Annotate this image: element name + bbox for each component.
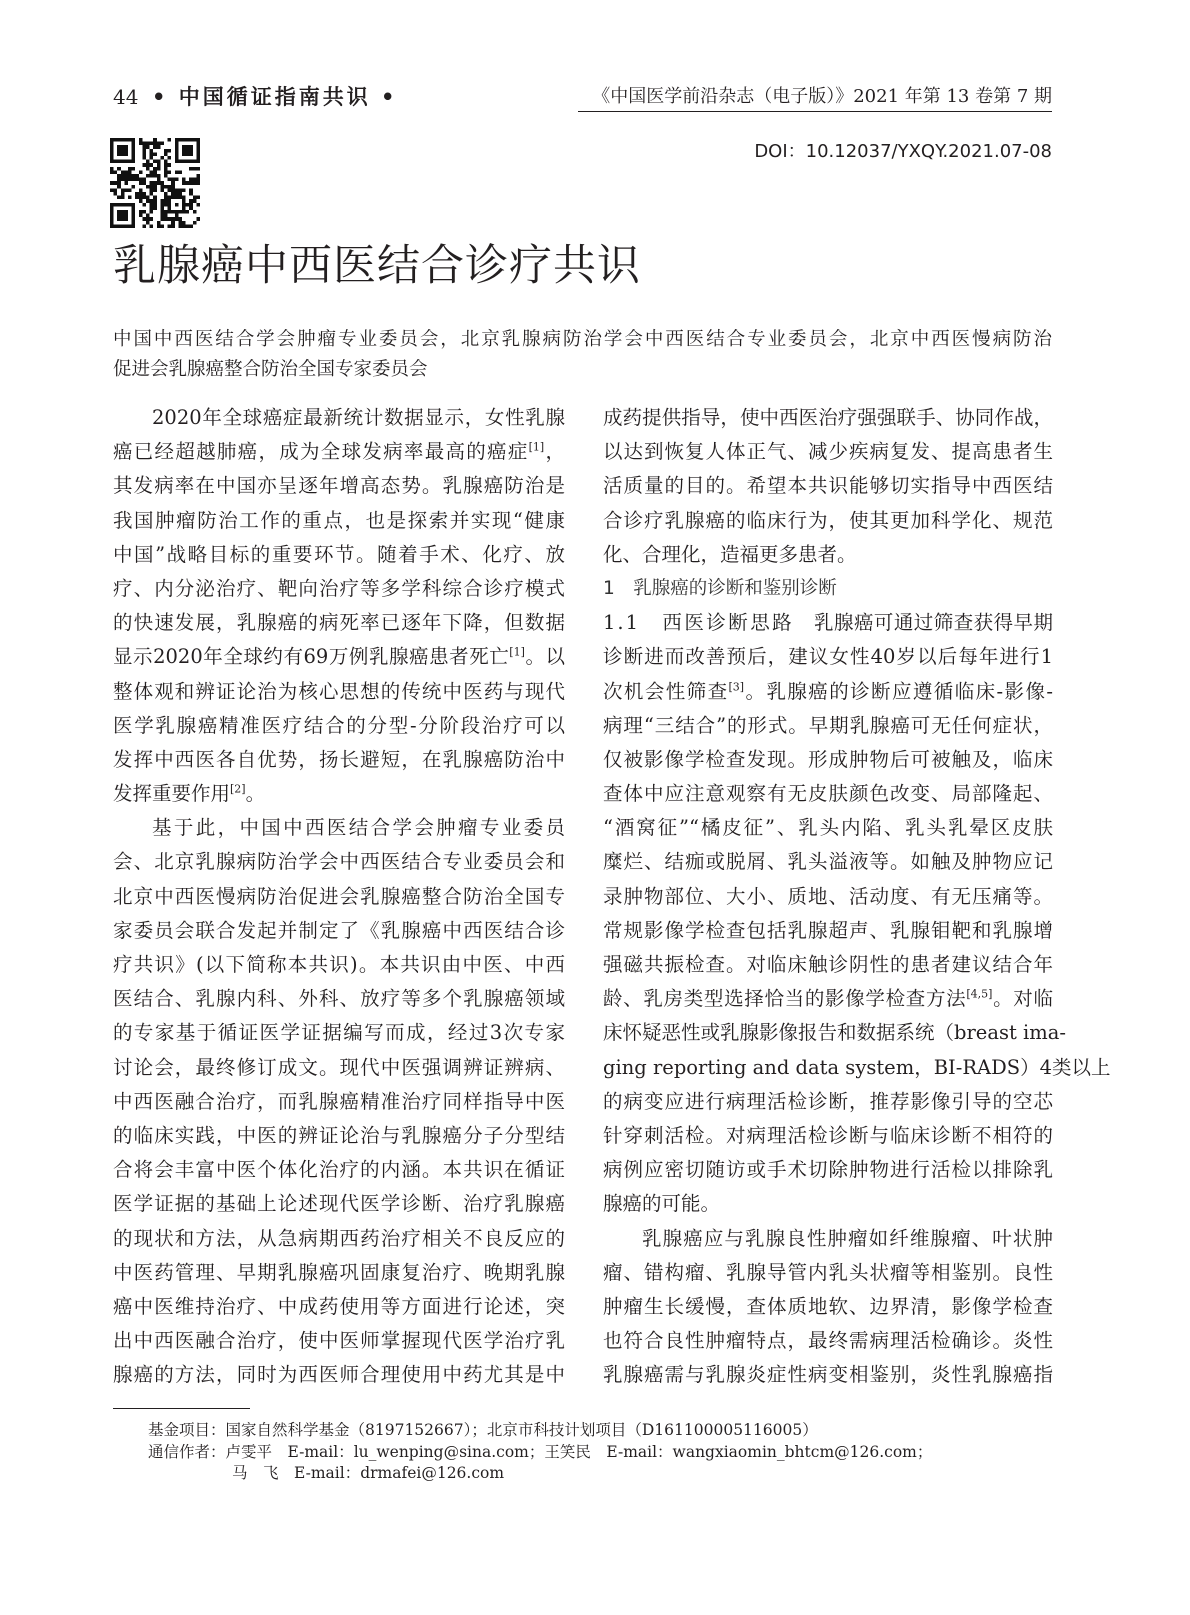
correspondence-note: 通信作者：卢雯平 E-mail：lu_wenping@sina.com；王笑民 E-mail：wangxiaomin_bhtcm@126.com；: [148, 1442, 933, 1461]
text-line: [113, 777, 565, 811]
text-line: [603, 1187, 1053, 1221]
text-run: 讨论会，最终修订成文。现代中医强调辨证辨病、: [113, 1055, 565, 1079]
text-line: [113, 640, 565, 674]
text-run: 也符合良性肿瘤特点，最终需病理活检确诊。炎性: [603, 1329, 1053, 1353]
text-line: [113, 469, 565, 503]
text-run: 整体观和辨证论治为核心思想的传统中医药与现代: [113, 679, 565, 703]
funding-note: 基金项目：国家自然科学基金（8197152667）；北京市科技计划项目（D161100005116005）: [148, 1421, 818, 1439]
header-rule: [578, 111, 1052, 112]
text-run: 的病变应进行病理活检诊断，推荐影像引导的空芯: [603, 1089, 1053, 1113]
section-heading-text: 1 乳腺癌的诊断和鉴别诊断: [603, 577, 837, 599]
text-run: 我国肿瘤防治工作的重点，也是探索并实现“健康: [113, 508, 565, 532]
text-line: [603, 504, 1053, 538]
text-run: 发挥中西医各自优势，扬长避短，在乳腺癌防治中: [113, 747, 565, 771]
text-run: 家委员会联合发起并制定了《乳腺癌中西医结合诊: [113, 918, 565, 942]
text-run: 瘤、错构瘤、乳腺导管内乳头状瘤等相鉴别。良性: [603, 1260, 1053, 1284]
text-run: ，: [544, 440, 565, 464]
text-run: 录肿物部位、大小、质地、活动度、有无压痛等。: [603, 884, 1053, 908]
text-line: [603, 401, 1053, 435]
footnotes: [148, 1420, 932, 1485]
text-run: 乳腺癌需与乳腺炎症性病变相鉴别，炎性乳腺癌指: [603, 1363, 1053, 1387]
section-tag: • 中国循证指南共识 •: [152, 85, 398, 109]
text-line: [113, 914, 565, 948]
text-run: 发挥重要作用: [113, 782, 231, 806]
text-line: [113, 1153, 565, 1187]
text-run: 医学乳腺癌精准医疗结合的分型-分阶段治疗可以: [113, 713, 565, 737]
text-run: 腺癌的可能。: [603, 1192, 721, 1216]
text-run: 的专家基于循证医学证据编写而成，经过3次专家: [113, 1021, 565, 1045]
text-line: [603, 811, 1053, 845]
citation-marker: [1]: [528, 440, 545, 454]
author-affiliations: [113, 325, 1052, 385]
text-run: 仅被影像学检查发现。形成肿物后可被触及，临床: [603, 747, 1053, 771]
text-run: 合诊疗乳腺癌的临床行为，使其更加科学化、规范: [603, 508, 1053, 532]
text-run: 癌已经超越肺癌，成为全球发病率最高的癌症: [113, 440, 529, 464]
text-line: [603, 982, 1053, 1016]
text-run: 次机会性筛查: [603, 679, 729, 703]
text-run: 龄、乳房类型选择恰当的影像学检查方法: [603, 987, 967, 1011]
text-line: [113, 982, 565, 1016]
text-run: 。以: [524, 645, 565, 669]
text-run: 其发病率在中国亦呈逐年增高态势。乳腺癌防治是: [113, 474, 565, 498]
text-line: [603, 743, 1053, 777]
text-run: 乳腺癌应与乳腺良性肿瘤如纤维腺瘤、叶状肿: [642, 1226, 1053, 1250]
author-line: 促进会乳腺癌整合防治全国专家委员会: [113, 359, 428, 380]
text-line: [603, 1119, 1053, 1153]
text-run: 的临床实践，中医的辨证论治与乳腺癌分子分型结: [113, 1123, 565, 1147]
text-run: 的快速发展，乳腺癌的病死率已逐年下降，但数据: [113, 611, 565, 635]
text-run: 的现状和方法，从急病期西药治疗相关不良反应的: [113, 1226, 565, 1250]
left-column: [113, 401, 565, 1392]
author-line: 中国中西医结合学会肿瘤专业委员会，北京乳腺病防治学会中西医结合专业委员会，北京中西医慢病防治: [113, 329, 1052, 350]
text-run: 。乳腺癌的诊断应遵循临床-影像-: [744, 679, 1053, 703]
text-line: [603, 709, 1053, 743]
text-run: 病理“三结合”的形式。早期乳腺癌可无任何症状，: [603, 713, 1053, 737]
text-run: 显示2020年全球约有69万例乳腺癌患者死亡: [113, 645, 510, 669]
text-line: [113, 401, 565, 435]
text-run: 活质量的目的。希望本共识能够切实指导中西医结: [603, 474, 1053, 498]
text-line: [113, 1290, 565, 1324]
text-line: [603, 1256, 1053, 1290]
text-run: 医学证据的基础上论述现代医学诊断、治疗乳腺癌: [113, 1192, 565, 1216]
text-line: [113, 1051, 565, 1085]
text-line: [113, 675, 565, 709]
text-run: 中西医融合治疗，而乳腺癌精准治疗同样指导中医: [113, 1089, 565, 1113]
text-run: 查体中应注意观察有无皮肤颜色改变、局部隆起、: [603, 782, 1053, 806]
text-line: [113, 435, 565, 469]
text-run: 疗、内分泌治疗、靶向治疗等多学科综合诊疗模式: [113, 576, 565, 600]
section-heading: [603, 572, 1053, 606]
text-run: 疗共识》(以下简称本共识)。本共识由中医、中西: [113, 953, 565, 976]
right-column: [603, 401, 1111, 1392]
text-run: 癌中医维持治疗、中成药使用等方面进行论述，突: [113, 1294, 565, 1318]
text-line: [113, 948, 565, 982]
text-line: [113, 845, 565, 879]
text-run: 成药提供指导，使中西医治疗强强联手、协同作战，: [603, 406, 1053, 429]
text-line: [603, 880, 1053, 914]
text-line: [113, 504, 565, 538]
text-line: [603, 777, 1053, 811]
text-line: [113, 709, 565, 743]
text-line: [603, 469, 1053, 503]
text-run: 2020年全球癌症最新统计数据显示，女性乳腺: [152, 406, 565, 429]
text-run: 出中西医融合治疗，使中医师掌握现代医学治疗乳: [113, 1329, 565, 1353]
text-run: 针穿刺活检。对病理活检诊断与临床诊断不相符的: [603, 1123, 1053, 1147]
text-line: [603, 606, 1053, 640]
text-run: 床怀疑恶性或乳腺影像报告和数据系统（breast ima-: [603, 1021, 1066, 1045]
text-run: 中医药管理、早期乳腺癌巩固康复治疗、晚期乳腺: [113, 1260, 565, 1284]
footnote-rule: [113, 1408, 250, 1409]
text-line: [113, 880, 565, 914]
text-run: 会、北京乳腺病防治学会中西医结合专业委员会和: [113, 850, 565, 874]
text-run: 腺癌的方法，同时为西医师合理使用中药尤其是中: [113, 1363, 565, 1387]
text-run: 诊断进而改善预后，建议女性40岁以后每年进行1: [603, 645, 1053, 669]
text-line: [113, 743, 565, 777]
journal-citation: 《中国医学前沿杂志（电子版）》2021 年第 13 卷第 7 期: [592, 86, 1052, 107]
citation-marker: [4,5]: [966, 987, 993, 1001]
subsection-label: 1.1 西医诊断思路: [603, 611, 795, 635]
text-run: 合将会丰富中医个体化治疗的内涵。本共识在循证: [113, 1158, 565, 1182]
page-number: 44: [113, 85, 139, 109]
text-line: [113, 1358, 565, 1392]
citation-marker: [3]: [728, 680, 745, 693]
text-line: [113, 811, 565, 845]
text-line: [603, 914, 1053, 948]
article-title: 乳腺癌中西医结合诊疗共识: [113, 241, 641, 291]
text-line: [603, 538, 1053, 572]
text-line: [603, 1016, 1066, 1050]
text-line: [603, 640, 1053, 674]
text-line: [113, 538, 565, 572]
text-run: “酒窝征”“橘皮征”、乳头内陷、乳头乳晕区皮肤: [603, 816, 1053, 840]
text-line: [603, 1290, 1053, 1324]
text-line: [603, 1153, 1053, 1187]
text-run: 医结合、乳腺内科、外科、放疗等多个乳腺癌领域: [113, 987, 565, 1011]
text-line: [603, 1358, 1053, 1392]
text-line: [603, 948, 1053, 982]
text-line: [603, 435, 1053, 469]
qr-code: [110, 138, 200, 228]
text-line: [113, 572, 565, 606]
text-line: [113, 1016, 565, 1050]
text-run: 以达到恢复人体正气、减少疾病复发、提高患者生: [603, 440, 1053, 464]
text-line: [603, 1222, 1053, 1256]
correspondence-note: 马 飞 E-mail：drmafei@126.com: [232, 1464, 505, 1482]
citation-marker: [1]: [509, 645, 525, 659]
text-run: 病例应密切随访或手术切除肿物进行活检以排除乳: [603, 1158, 1053, 1182]
text-run: 中国”战略目标的重要环节。随着手术、化疗、放: [113, 542, 565, 566]
text-run: 北京中西医慢病防治促进会乳腺癌整合防治全国专: [113, 884, 565, 908]
text-run: 强磁共振检查。对临床触诊阴性的患者建议结合年: [603, 953, 1053, 976]
text-line: [603, 675, 1053, 709]
text-line: [603, 1085, 1053, 1119]
text-line: [113, 1119, 565, 1153]
text-run: 糜烂、结痂或脱屑、乳头溢液等。如触及肿物应记: [603, 850, 1053, 874]
text-run: ging reporting and data system，BI-RADS）4类以上: [603, 1055, 1111, 1079]
text-line: [603, 1051, 1111, 1085]
text-line: [603, 1324, 1053, 1358]
text-run: 乳腺癌可通过筛查获得早期: [794, 611, 1053, 635]
citation-marker: [2]: [230, 782, 246, 796]
text-run: 化、合理化，造福更多患者。: [603, 542, 857, 566]
text-run: 基于此，中国中西医结合学会肿瘤专业委员: [152, 816, 565, 840]
text-run: 肿瘤生长缓慢，查体质地软、边界清，影像学检查: [603, 1294, 1053, 1318]
doi: DOI：10.12037/YXQY.2021.07-08: [754, 141, 1052, 162]
text-run: 。: [245, 782, 266, 806]
text-line: [113, 1187, 565, 1221]
text-line: [113, 1222, 565, 1256]
text-line: [113, 606, 565, 640]
text-line: [113, 1324, 565, 1358]
text-run: 常规影像学检查包括乳腺超声、乳腺钼靶和乳腺增: [603, 918, 1053, 942]
text-line: [603, 845, 1053, 879]
text-line: [113, 1085, 565, 1119]
text-line: [113, 1256, 565, 1290]
text-run: 。对临: [992, 987, 1053, 1011]
